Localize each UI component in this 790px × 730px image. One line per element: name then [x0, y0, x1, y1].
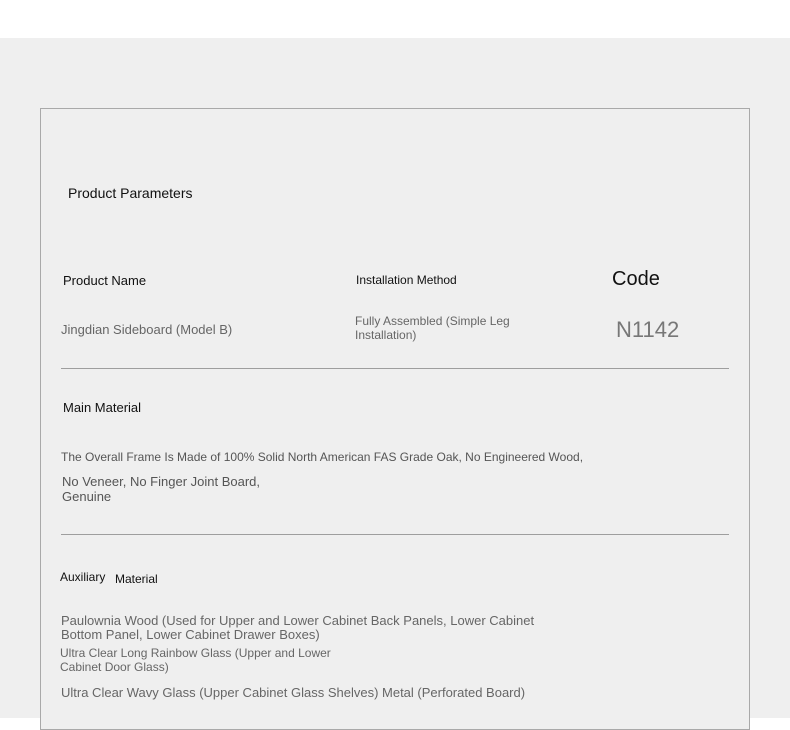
- section-title: Product Parameters: [68, 185, 193, 201]
- main-material-label: Main Material: [63, 400, 142, 415]
- auxiliary-item-paulownia: Paulownia Wood (Used for Upper and Lower Cabinet Back Panels, Lower Cabinet Bottom Panel, Lower Cabinet Drawer Boxes): [61, 613, 535, 642]
- code-label: Code: [612, 268, 660, 290]
- main-material-details: No Veneer, No Finger Joint Board, Genuine: [62, 474, 261, 504]
- code-value: N1142: [616, 317, 680, 342]
- divider: [61, 534, 729, 535]
- auxiliary-material-label-part1: Auxiliary: [60, 570, 106, 584]
- product-name-value: Jingdian Sideboard (Model B): [61, 322, 233, 337]
- installation-method-label: Installation Method: [356, 273, 457, 287]
- auxiliary-item-rainbow-glass: Ultra Clear Long Rainbow Glass (Upper and Lower Cabinet Door Glass): [60, 646, 331, 674]
- auxiliary-item-wavy-glass: Ultra Clear Wavy Glass (Upper Cabinet Glass Shelves) Metal (Perforated Board): [61, 685, 526, 700]
- main-material-line1: The Overall Frame Is Made of 100% Solid North American FAS Grade Oak, No Engineered Wood,: [61, 450, 584, 464]
- auxiliary-material-label-part2: Material: [115, 572, 158, 586]
- product-name-label: Product Name: [63, 273, 147, 288]
- installation-method-value: Fully Assembled (Simple Leg Installation): [355, 314, 510, 342]
- divider: [61, 368, 729, 369]
- product-parameters-panel: [40, 108, 750, 730]
